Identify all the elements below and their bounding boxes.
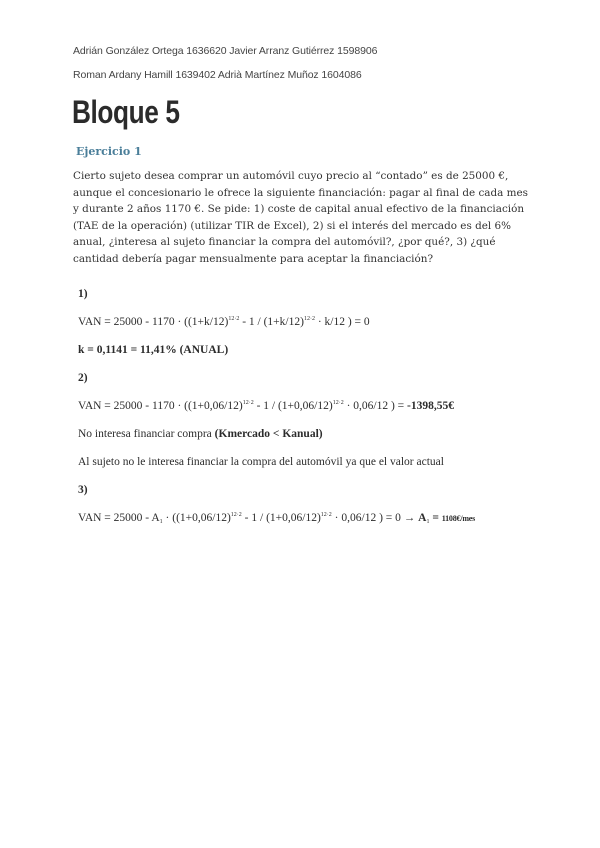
exponent: 12·2	[228, 316, 240, 322]
part-2-conclusion: Al sujeto no le interesa financiar la compra del automóvil ya que el valor actual	[78, 456, 444, 468]
equation-text: VAN = 25000 - A	[78, 512, 160, 524]
equation-text: - 1 / (1+0,06/12)	[253, 400, 333, 412]
equation-text: VAN = 25000 - 1170 · ((1+k/12)	[78, 316, 229, 328]
equation-text: - 1 / (1+0,06/12)	[241, 512, 321, 524]
equation-text: · 0,06/12 ) =	[343, 400, 408, 412]
exponent: 12·2	[303, 316, 315, 322]
equation-text: · ((1+0,06/12)	[162, 512, 231, 524]
equation-text: · k/12 ) = 0	[314, 316, 370, 328]
result-equals: =	[429, 512, 442, 524]
exponent: 12·2	[230, 512, 242, 518]
part-2-note	[78, 428, 323, 440]
part-1-result: k = 0,1141 = 11,41% (ANUAL)	[78, 344, 229, 356]
part-2-equation	[78, 400, 454, 412]
subscript: 1	[426, 519, 430, 525]
part-3-equation	[78, 512, 475, 525]
part-1-label: 1)	[78, 288, 88, 300]
page-title: Bloque 5	[72, 94, 180, 130]
part-3-label: 3)	[78, 484, 88, 496]
part-1-equation	[78, 316, 370, 328]
authors-line-2: Roman Ardany Hamill 1639402 Adrià Martínez Muñoz 1604086	[73, 69, 362, 81]
equation-text: - 1 / (1+k/12)	[239, 316, 304, 328]
equation-text: · 0,06/12 ) = 0 →	[331, 512, 419, 524]
result-value: 1108€/mes	[441, 514, 476, 523]
exponent: 12·2	[332, 400, 344, 406]
part-2-label: 2)	[78, 372, 88, 384]
exponent: 12·2	[242, 400, 254, 406]
note-condition: (Kmercado < Kanual)	[214, 428, 323, 440]
equation-result: -1398,55€	[407, 400, 455, 412]
authors-line-1: Adrián González Ortega 1636620 Javier Arranz Gutiérrez 1598906	[73, 45, 378, 57]
subscript: 1	[159, 519, 163, 525]
exercise-heading: Ejercicio 1	[76, 145, 142, 158]
exercise-statement: Cierto sujeto desea comprar un automóvil cuyo precio al “contado” es de 25000 €, aunque el concesionario le ofrece la siguiente financiación: pagar al final de cada mes y durante 2 años 1170 €. Se pide: 1) coste de capital anual efectivo de la financiación (TAE de la operación) (utilizar TIR de Excel), 2) si el interés del mercado es del 6% anual, ¿interesa al sujeto financiar la compra del automóvil?, ¿por qué?, 3) ¿qué cantidad debería pagar mensualmente para aceptar la financiación?	[73, 170, 528, 265]
exponent: 12·2	[320, 512, 332, 518]
equation-text: VAN = 25000 - 1170 · ((1+0,06/12)	[78, 400, 243, 412]
note-text: No interesa financiar compra	[78, 428, 215, 440]
result-symbol: A	[418, 512, 427, 524]
